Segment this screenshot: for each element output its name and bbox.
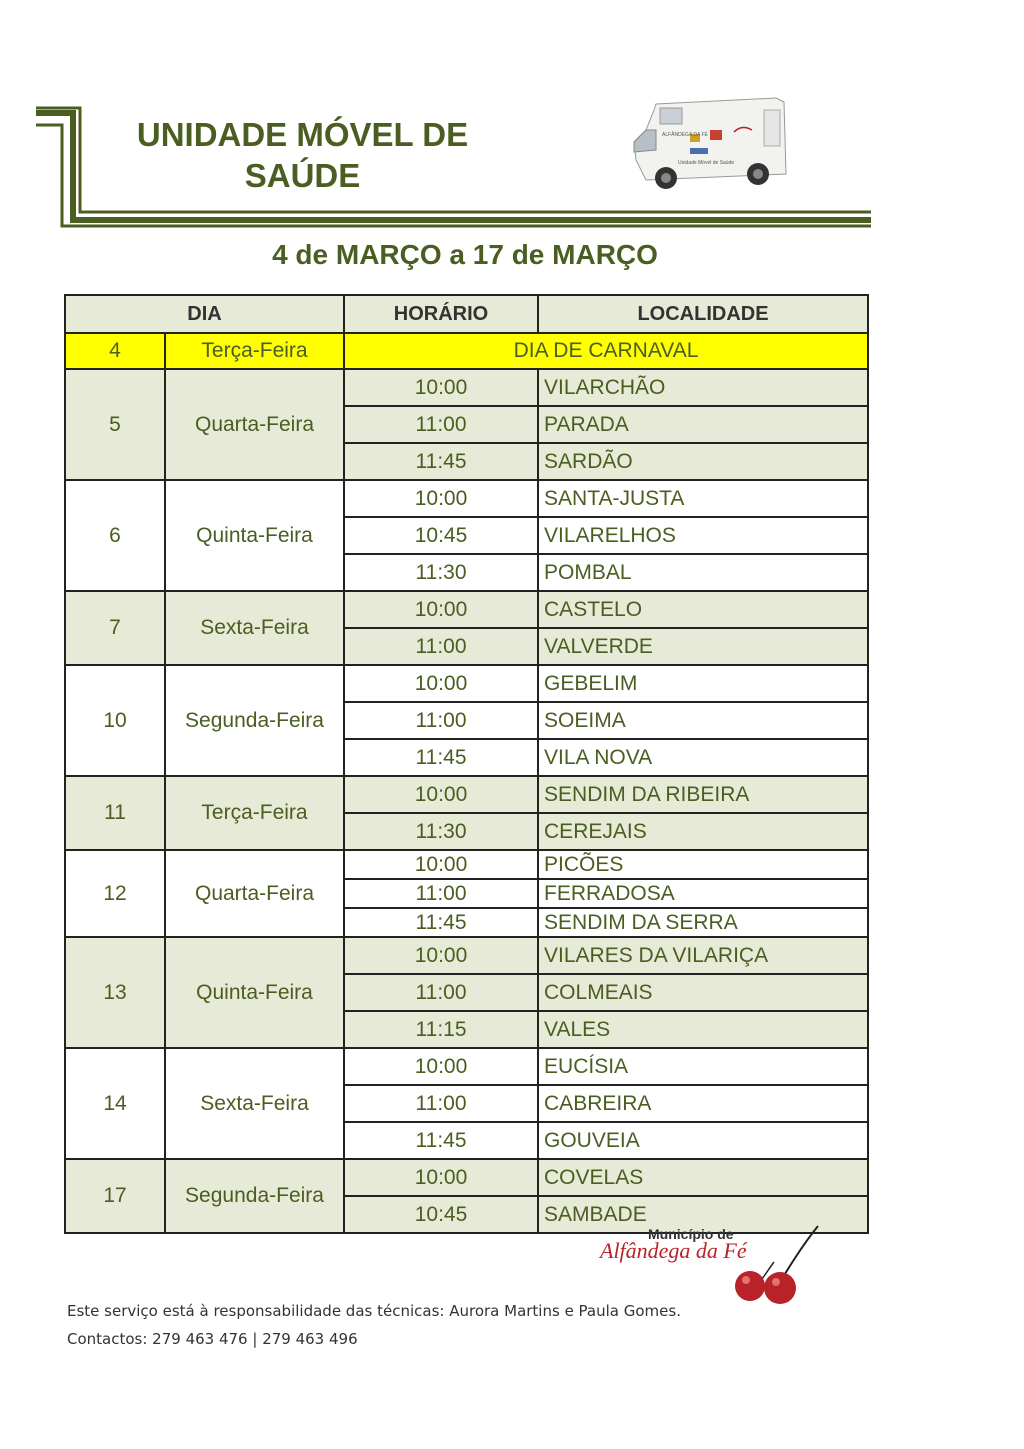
title-line-1: UNIDADE MÓVEL DE <box>136 116 469 153</box>
time-cell: 10:45 <box>344 1196 538 1233</box>
place-cell: VILA NOVA <box>538 739 868 776</box>
place-cell: POMBAL <box>538 554 868 591</box>
place-cell: GEBELIM <box>538 665 868 702</box>
time-cell: 10:00 <box>344 937 538 974</box>
time-cell: 11:45 <box>344 908 538 937</box>
day-number-cell: 5 <box>65 369 165 480</box>
holiday-row <box>65 333 868 369</box>
place-cell: VILARELHOS <box>538 517 868 554</box>
table-row <box>65 1048 868 1085</box>
table-row <box>65 665 868 702</box>
place-cell: FERRADOSA <box>538 879 868 908</box>
time-cell: 11:00 <box>344 1085 538 1122</box>
table-header-row <box>65 295 868 333</box>
time-cell: 11:30 <box>344 813 538 850</box>
title-line-2: SAÚDE <box>244 157 361 194</box>
mobile-health-van-image <box>626 90 790 194</box>
table-row <box>65 850 868 879</box>
place-cell: EUCÍSIA <box>538 1048 868 1085</box>
table-row <box>65 369 868 406</box>
place-cell: COVELAS <box>538 1159 868 1196</box>
place-cell: SANTA-JUSTA <box>538 480 868 517</box>
place-cell: SENDIM DA SERRA <box>538 908 868 937</box>
logo-line-2: Alfândega da Fé <box>600 1238 747 1263</box>
day-number-cell: 13 <box>65 937 165 1048</box>
place-cell: VILARCHÃO <box>538 369 868 406</box>
place-cell: CEREJAIS <box>538 813 868 850</box>
time-cell: 11:45 <box>344 443 538 480</box>
place-cell: VALVERDE <box>538 628 868 665</box>
col-header-horario: HORÁRIO <box>344 295 538 333</box>
schedule-table <box>64 294 869 1234</box>
table-row <box>65 591 868 628</box>
weekday-cell: Segunda-Feira <box>165 665 344 776</box>
weekday-cell: Terça-Feira <box>165 776 344 850</box>
time-cell: 11:45 <box>344 739 538 776</box>
time-cell: 10:00 <box>344 1159 538 1196</box>
day-number-cell: 10 <box>65 665 165 776</box>
footer-responsibility: Este serviço está à responsabilidade das técnicas: Aurora Martins e Paula Gomes. <box>67 1302 681 1320</box>
day-number-cell: 7 <box>65 591 165 665</box>
time-cell: 10:00 <box>344 776 538 813</box>
time-cell: 11:00 <box>344 879 538 908</box>
place-cell: PARADA <box>538 406 868 443</box>
time-cell: 10:00 <box>344 665 538 702</box>
place-cell: VILARES DA VILARIÇA <box>538 937 868 974</box>
table-row <box>65 1159 868 1196</box>
time-cell: 11:30 <box>344 554 538 591</box>
holiday-note: DIA DE CARNAVAL <box>344 333 868 369</box>
cherry-right <box>764 1272 796 1304</box>
table-row <box>65 776 868 813</box>
day-number-cell: 12 <box>65 850 165 937</box>
van-label-text: Unidade Móvel de Saúde <box>678 160 735 166</box>
place-cell: VALES <box>538 1011 868 1048</box>
time-cell: 10:00 <box>344 480 538 517</box>
place-cell: SOEIMA <box>538 702 868 739</box>
time-cell: 10:00 <box>344 1048 538 1085</box>
footer-contacts: Contactos: 279 463 476 | 279 463 496 <box>67 1330 358 1348</box>
time-cell: 10:00 <box>344 369 538 406</box>
time-cell: 11:00 <box>344 628 538 665</box>
weekday-cell: Quinta-Feira <box>165 937 344 1048</box>
col-header-localidade: LOCALIDADE <box>538 295 868 333</box>
place-cell: GOUVEIA <box>538 1122 868 1159</box>
day-number-cell: 17 <box>65 1159 165 1233</box>
place-cell: SENDIM DA RIBEIRA <box>538 776 868 813</box>
municipality-logo <box>596 1222 828 1304</box>
weekday-cell: Sexta-Feira <box>165 1048 344 1159</box>
time-cell: 11:00 <box>344 406 538 443</box>
van-side-text: ALFÂNDEGA DA FÉ <box>662 132 708 138</box>
weekday-cell: Quarta-Feira <box>165 850 344 937</box>
day-number-cell: 11 <box>65 776 165 850</box>
cherry-left <box>735 1271 765 1301</box>
time-cell: 11:45 <box>344 1122 538 1159</box>
place-cell: PICÕES <box>538 850 868 879</box>
weekday-cell: Quarta-Feira <box>165 369 344 480</box>
place-cell: COLMEAIS <box>538 974 868 1011</box>
time-cell: 11:15 <box>344 1011 538 1048</box>
logo-line-1: Município de <box>648 1226 734 1242</box>
place-cell: SARDÃO <box>538 443 868 480</box>
place-cell: SAMBADE <box>538 1196 868 1233</box>
col-header-dia: DIA <box>65 295 344 333</box>
weekday-cell: Quinta-Feira <box>165 480 344 591</box>
time-cell: 10:00 <box>344 850 538 879</box>
time-cell: 10:45 <box>344 517 538 554</box>
table-row <box>65 937 868 974</box>
time-cell: 10:00 <box>344 591 538 628</box>
time-cell: 11:00 <box>344 974 538 1011</box>
place-cell: CABREIRA <box>538 1085 868 1122</box>
page-title <box>120 114 485 196</box>
place-cell: CASTELO <box>538 591 868 628</box>
holiday-day: 4 <box>65 333 165 369</box>
holiday-weekday: Terça-Feira <box>165 333 344 369</box>
weekday-cell: Segunda-Feira <box>165 1159 344 1233</box>
date-range-subtitle: 4 de MARÇO a 17 de MARÇO <box>272 239 658 270</box>
day-number-cell: 6 <box>65 480 165 591</box>
weekday-cell: Sexta-Feira <box>165 591 344 665</box>
day-number-cell: 14 <box>65 1048 165 1159</box>
time-cell: 11:00 <box>344 702 538 739</box>
table-row <box>65 480 868 517</box>
